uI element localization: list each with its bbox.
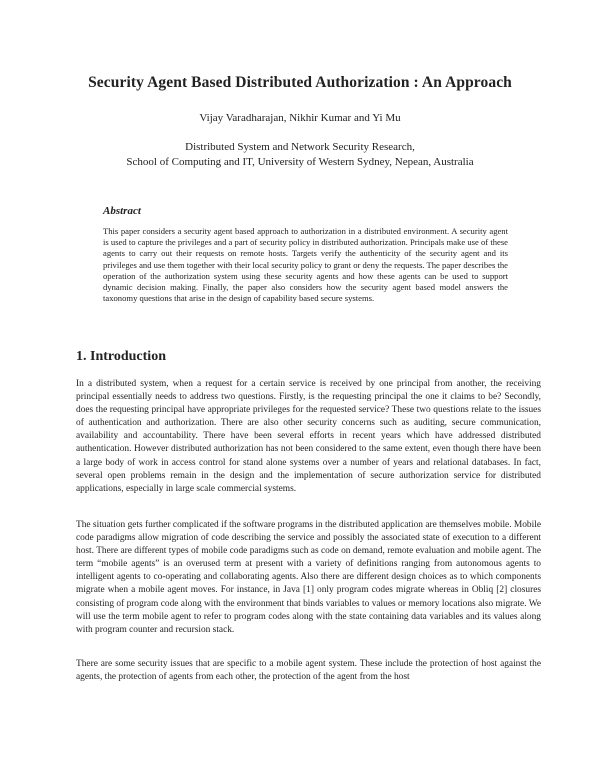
affiliation-line-1: Distributed System and Network Security Research, (185, 141, 415, 153)
section-heading-introduction: 1. Introduction (76, 349, 166, 364)
intro-paragraph-2: The situation gets further complicated if the software programs in the distributed application are themselves mobile. Mobile code paradigms allow migration of code describing the service and possibly the associated state of execution to a different host. There are different types of mobile code paradigms such as code on demand, remote evaluation and mobile agent. The term “mobile agents” is an overused term at present with a variety of definitions ranging from autonomous agents to intelligent agents to co-operating and collaborating agents. Also there are different design choices as to which components migrate when a mobile agent moves. For instance, in Java [1] only program codes migrate whereas in Obliq [2] closures consisting of program code along with the environment that binds variables to values or memory locations also migrate. We will use the term mobile agent to refer to program codes along with the state containing data variables and its values along with program counter and recursion stack. (76, 520, 541, 635)
affiliation (40, 140, 560, 170)
paper-title: Security Agent Based Distributed Authorization : An Approach (88, 74, 512, 91)
abstract-text: This paper considers a security agent based approach to authorization in a distributed environment. A security agent is used to capture the privileges and a part of security policy in distributed authorization. Principals make use of these agents to carry out their requests on remote hosts. Targets verify the authenticity of the security agent and its privileges and use them together with their local security policy to grant or deny the requests. The paper describes the operation of the authorization system using these security agents and how these agents can be used to support dynamic decision making. Finally, the paper also considers how the security agent based model answers the taxonomy questions that arise in the design of capability based secure systems. (103, 226, 508, 304)
intro-paragraph-3: There are some security issues that are specific to a mobile agent system. These include the protection of host against the agents, the protection of agents from each other, the protection of the agent from the host (76, 659, 541, 683)
intro-paragraph-1: In a distributed system, when a request for a certain service is received by one principal from another, the receiving principal essentially needs to address two questions. Firstly, is the requesting principal the one it claims to be? Secondly, does the requesting principal have appropriate privileges for the requested service? These two questions relate to the issues of authentication and authorization. There are also other security concerns such as auditing, secure communication, availability and accountability. There have been several efforts in recent years which have addressed distributed authentication. However distributed authorization has not been considered to the same extent, even though there have been a large body of work in access control for stand alone systems over a number of years and relational databases. In fact, several open problems remain in the design and the implementation of secure authorization service for distributed applications, especially in large scale commercial systems. (76, 379, 541, 494)
affiliation-line-2: School of Computing and IT, University of Western Sydney, Nepean, Australia (126, 156, 474, 168)
abstract-heading: Abstract (103, 205, 141, 217)
paper-authors: Vijay Varadharajan, Nikhir Kumar and Yi Mu (199, 112, 401, 124)
